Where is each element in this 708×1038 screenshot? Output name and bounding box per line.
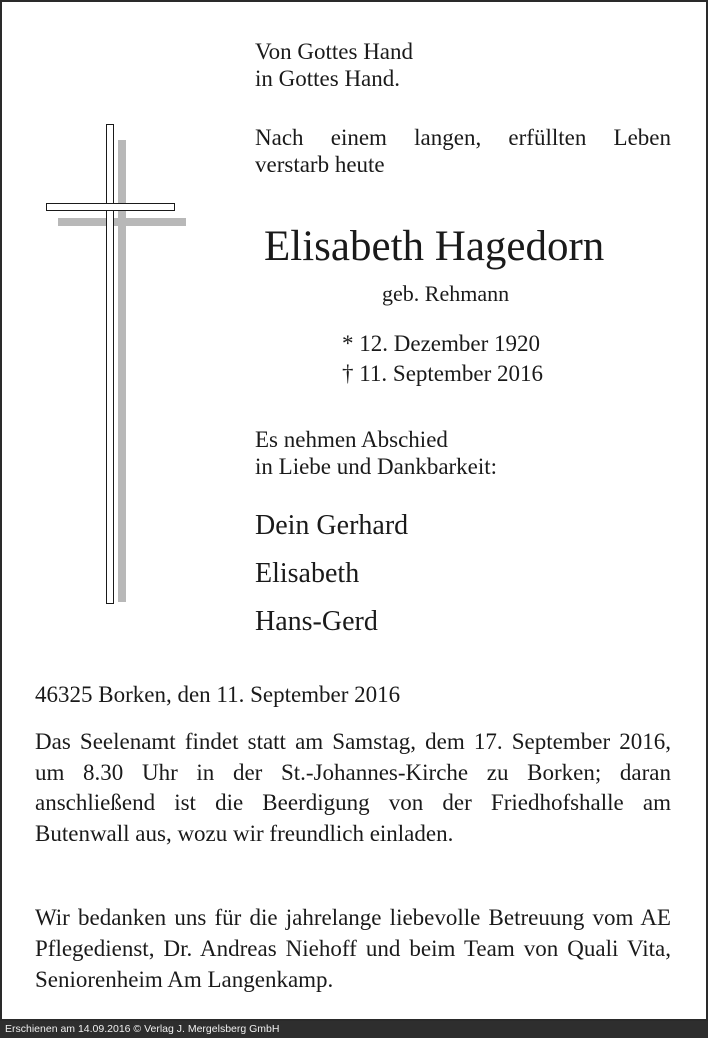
thanks-text: Wir bedanken uns für die jahrelange liebevolle Betreuung vom AE Pflegedienst, Dr. Andreas Niehoff und beim Team von Quali Vita, Seniorenheim Am Langenkamp. (35, 905, 671, 992)
intro-line: Nach einem langen, erfüllten Leben (255, 125, 671, 150)
intro (255, 124, 671, 178)
mourner-name: Dein Gerhard (255, 510, 409, 541)
deceased-name: Elisabeth Hagedorn (264, 223, 605, 270)
farewell (255, 426, 497, 480)
mourners-list (255, 502, 408, 646)
service-text: Das Seelenamt findet statt am Samstag, dem 17. September 2016, um 8.30 Uhr in der St.-Johannes-Kirche zu Borken; daran anschließend ist die Beerdigung von der Friedhofshalle am Butenwall aus, wozu wir freundlich einladen. (35, 729, 671, 846)
maiden-name: geb. Rehmann (382, 281, 510, 306)
mourner-name: Elisabeth (255, 558, 360, 589)
birth-date: * 12. Dezember 1920 (342, 331, 540, 356)
mourner-name: Hans-Gerd (255, 606, 378, 637)
life-dates (342, 329, 543, 389)
cross-icon (46, 124, 186, 604)
place-date: 46325 Borken, den 11. September 2016 (35, 682, 401, 707)
publication-footer (0, 1021, 708, 1038)
farewell-line: in Liebe und Dankbarkeit: (255, 454, 498, 479)
footer-text: Erschienen am 14.09.2016 © Verlag J. Mergelsberg GmbH (5, 1023, 280, 1035)
motto-line: in Gottes Hand. (255, 66, 401, 91)
death-date: † 11. September 2016 (342, 361, 544, 386)
intro-line: verstarb heute (255, 152, 385, 177)
motto-line: Von Gottes Hand (255, 39, 414, 64)
farewell-line: Es nehmen Abschied (255, 427, 448, 452)
motto (255, 38, 413, 92)
